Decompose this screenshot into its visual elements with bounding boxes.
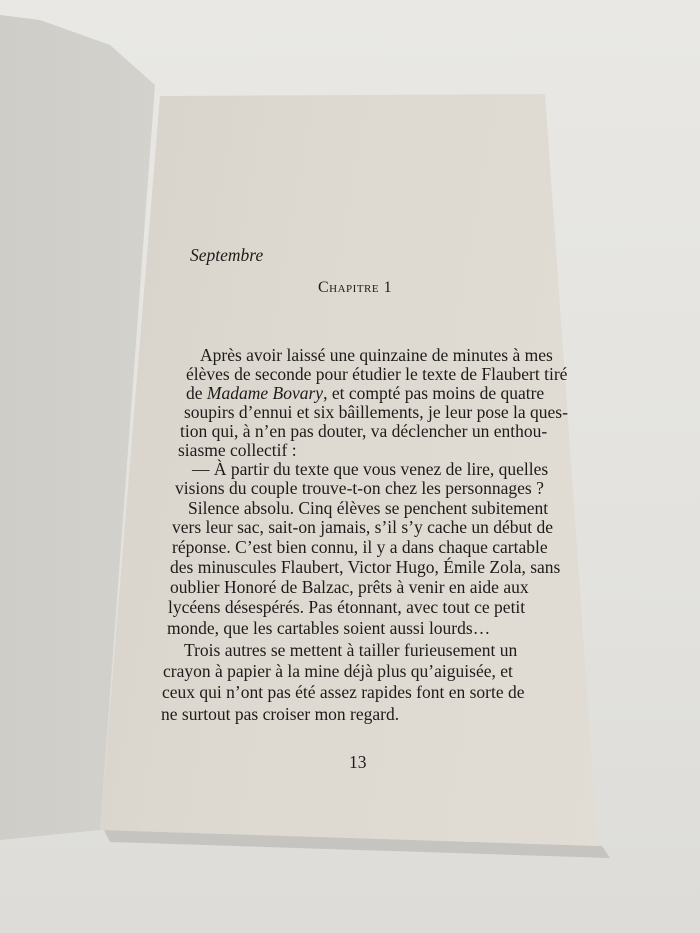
text-line: des minuscules Flaubert, Victor Hugo, Émile Zola, sans (170, 557, 561, 577)
text-line: vers leur sac, sait-on jamais, s’il s’y cache un début de (172, 517, 553, 537)
text-line: Trois autres se mettent à tailler furieusement un (184, 640, 518, 660)
text-line: Silence absolu. Cinq élèves se penchent subitement (188, 498, 549, 518)
text-line: visions du couple trouve-t-on chez les personnages ? (175, 478, 544, 498)
section-heading: Septembre (190, 245, 264, 265)
text-line: soupirs d’ennui et six bâillements, je leur pose la ques- (184, 402, 568, 422)
text-line: ceux qui n’ont pas été assez rapides font en sorte de (162, 682, 525, 702)
text-line: ne surtout pas croiser mon regard. (161, 704, 400, 724)
text-run: de (186, 383, 207, 403)
text-line: siasme collectif : (178, 440, 297, 460)
text-line: réponse. C’est bien connu, il y a dans chaque cartable (172, 537, 548, 557)
text-line: — À partir du texte que vous venez de lire, quelles (192, 459, 549, 479)
text-line: élèves de seconde pour étudier le texte de Flaubert tiré (186, 364, 568, 384)
text-line: tion qui, à n’en pas douter, va déclencher un enthou- (180, 421, 548, 441)
page-number: 13 (349, 752, 367, 772)
text-line: crayon à papier à la mine déjà plus qu’aiguisée, et (163, 661, 513, 681)
book-title: Madame Bovary (206, 383, 324, 403)
text-line: Après avoir laissé une quinzaine de minutes à mes (200, 345, 553, 365)
chapter-title: Chapitre 1 (318, 279, 393, 296)
text-run: , et compté pas moins de quatre (323, 383, 545, 403)
text-line: oublier Honoré de Balzac, prêts à venir en aide aux (170, 577, 529, 597)
text-line (186, 384, 544, 402)
text-line: lycéens désespérés. Pas étonnant, avec tout ce petit (168, 597, 526, 617)
text-line: monde, que les cartables soient aussi lourds… (167, 618, 491, 638)
